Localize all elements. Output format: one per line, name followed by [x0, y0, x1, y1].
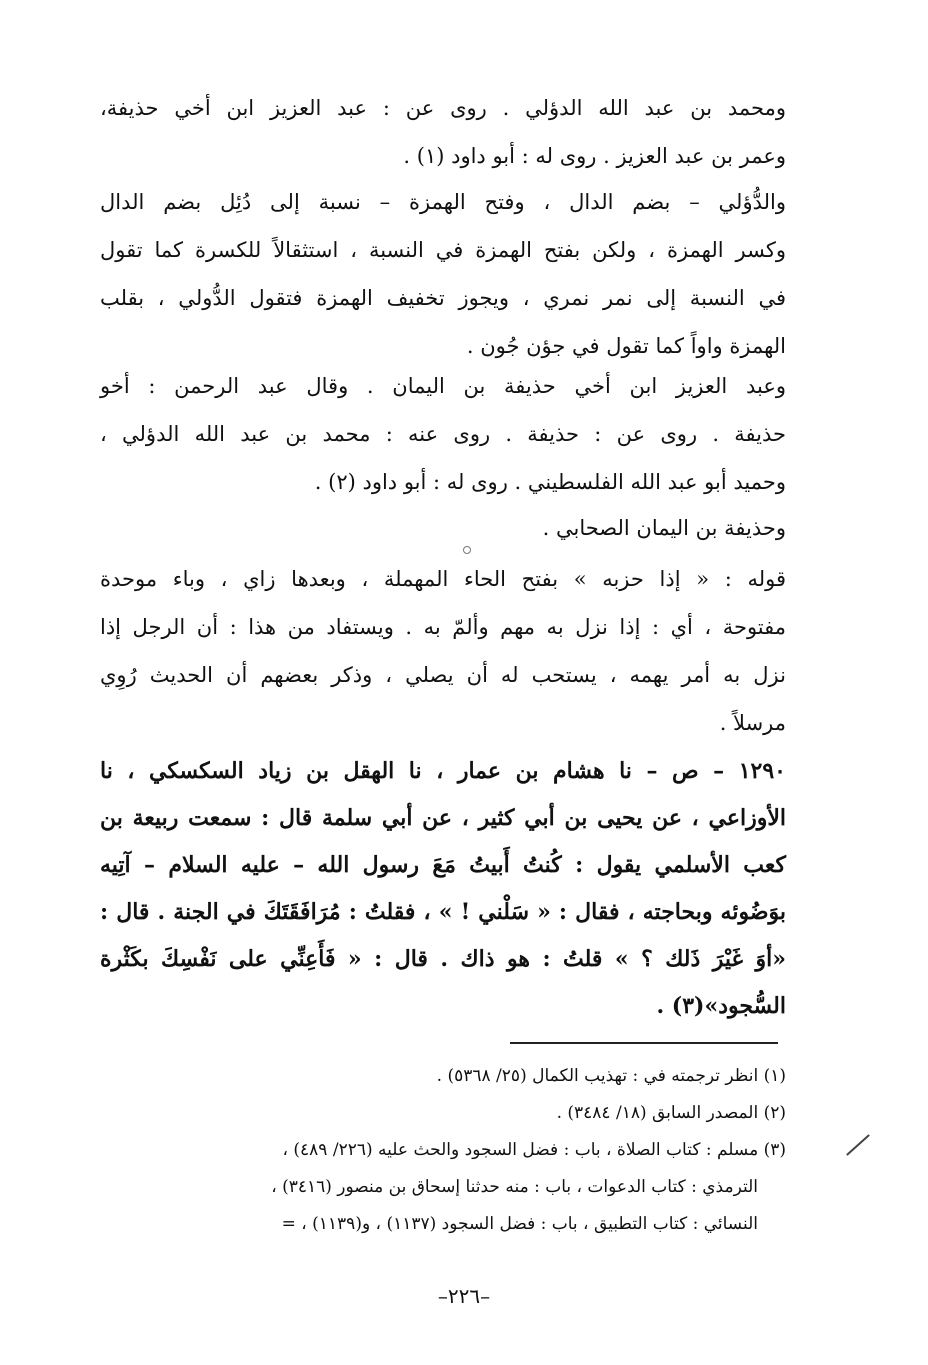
footnotes	[100, 1058, 786, 1243]
narrator-paragraph-3	[100, 362, 786, 506]
margin-pen-mark	[846, 1134, 870, 1156]
text-line: وحميد أبو عبد الله الفلسطيني . روى له : أبو داود (٢) .	[314, 470, 786, 494]
footnote-divider	[510, 1042, 778, 1044]
text-line: والدُّؤلي – بضم الدال ، وفتح الهمزة – نسبة إلى دُئِل بضم الدال	[100, 190, 786, 214]
hadith-line: «أوَ غَيْرَ ذَلك ؟ » قلتُ : هو ذاك . قال : « فَأَعِنِّي على نَفْسِكَ بكَثْرة	[100, 946, 786, 972]
text-line: وكسر الهمزة ، ولكن بفتح الهمزة في النسبة ، استثقالاً للكسرة كما تقول	[100, 238, 786, 262]
text-line: حذيفة . روى عن : حذيفة . روى عنه : محمد بن عبد الله الدؤلي ،	[100, 422, 786, 446]
hadith-line: السُّجود»(٣) .	[656, 993, 786, 1019]
text-line: نزل به أمر يهمه ، يستحب له أن يصلي ، وذكر بعضهم أن الحديث رُوِي	[100, 663, 786, 687]
hadith-line: ١٢٩٠ – ص – نا هشام بن عمار ، نا الهقل بن زياد السكسكي ، نا	[100, 758, 786, 784]
hadith-line: كعب الأسلمي يقول : كُنتُ أَبيتُ مَعَ رسول الله – عليه السلام – آتِيه	[100, 852, 786, 878]
text-line: وعبد العزيز ابن أخي حذيفة بن اليمان . وقال عبد الرحمن : أخو	[100, 374, 786, 398]
footnote-1: (١) انظر ترجمته في : تهذيب الكمال (٢٥/ ٥٣٦٨) .	[436, 1066, 786, 1086]
hadith-line: الأوزاعي ، عن يحيى بن أبي كثير ، عن أبي سلمة قال : سمعت ربيعة بن	[100, 805, 786, 831]
text-line: الهمزة واواً كما تقول في جؤن جُون .	[466, 334, 786, 358]
page-number: –٢٢٦–	[437, 1284, 491, 1308]
footnote-2: (٢) المصدر السابق (١٨/ ٣٤٨٤) .	[556, 1103, 786, 1123]
scan-speck	[463, 546, 471, 554]
narrator-paragraph-2	[100, 178, 786, 370]
text-line: في النسبة إلى نمر نمري ، ويجوز تخفيف الهمزة فتقول الدُّولي ، بقلب	[100, 286, 786, 310]
text-line: وحذيفة بن اليمان الصحابي .	[542, 516, 786, 540]
text-line: وعمر بن عبد العزيز . روى له : أبو داود (١) .	[403, 144, 786, 168]
footnote-3-continued: الترمذي : كتاب الدعوات ، باب : منه حدثنا إسحاق بن منصور (٣٤١٦) ،	[271, 1177, 758, 1197]
commentary-paragraph	[100, 555, 786, 747]
hadith-text	[100, 748, 786, 1030]
text-line: ومحمد بن عبد الله الدؤلي . روى عن : عبد العزيز ابن أخي حذيفة،	[100, 96, 786, 120]
hadith-line: بوَضُوئه وبحاجته ، فقال : « سَلْني ! » ، فقلتُ : مُرَافَقَتَكَ في الجنة . قال :	[100, 899, 786, 925]
text-line: مفتوحة ، أي : إذا نزل به مهم وألمّ به . ويستفاد من هذا : أن الرجل إذا	[100, 615, 786, 639]
footnote-3-continued: النسائي : كتاب التطبيق ، باب : فضل السجود (١١٣٧) ، و(١١٣٩) ، =	[281, 1214, 758, 1234]
narrator-paragraph-1	[100, 84, 786, 180]
text-line: قوله : « إذا حزبه » بفتح الحاء المهملة ، وبعدها زاي ، وباء موحدة	[100, 567, 786, 591]
text-line: مرسلاً .	[719, 711, 786, 735]
footnote-3: (٣) مسلم : كتاب الصلاة ، باب : فضل السجود والحث عليه (٢٢٦/ ٤٨٩) ،	[282, 1140, 786, 1160]
narrator-paragraph-4	[100, 504, 786, 552]
